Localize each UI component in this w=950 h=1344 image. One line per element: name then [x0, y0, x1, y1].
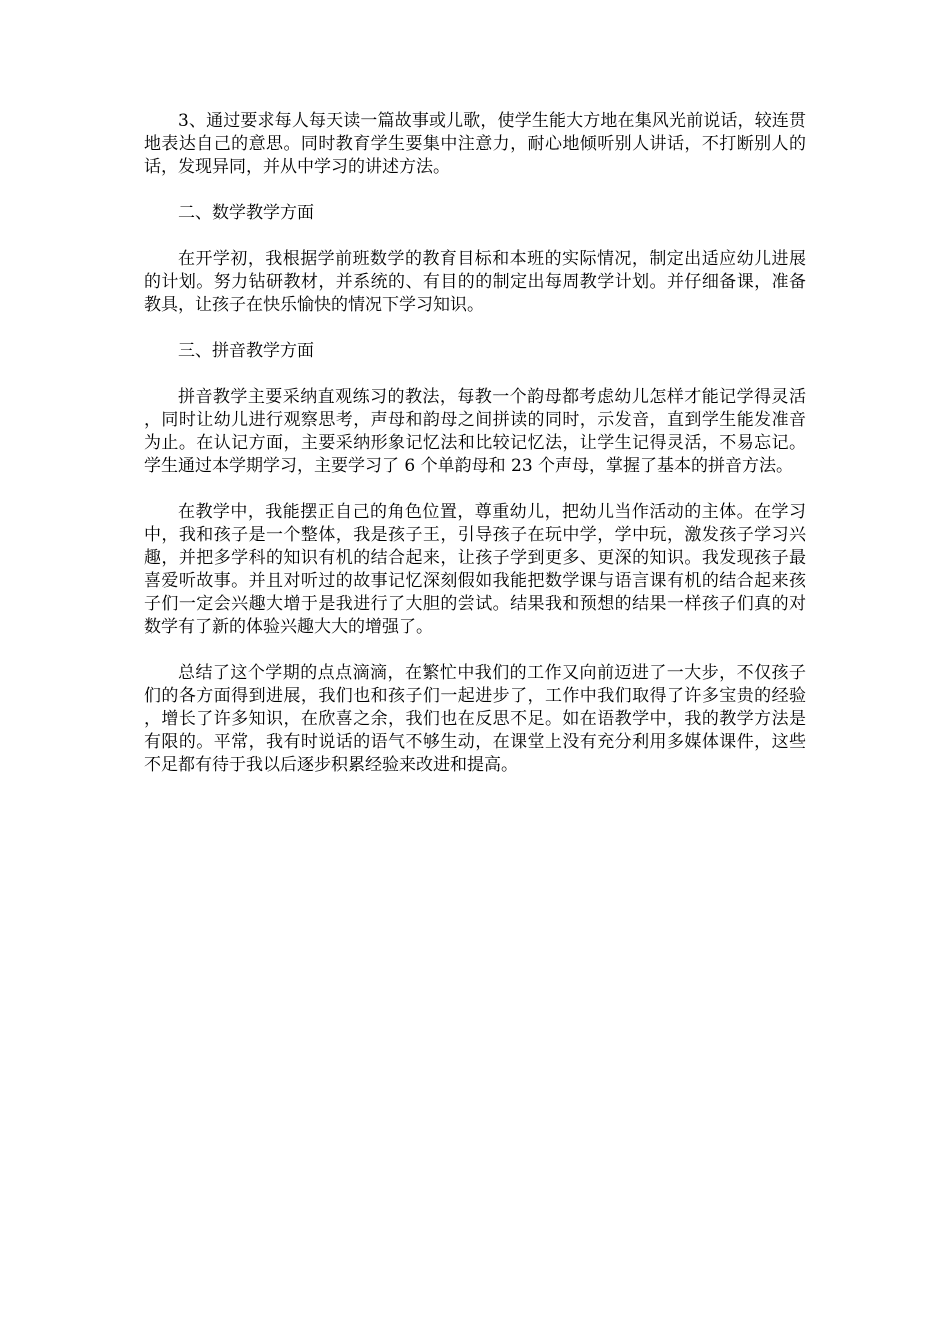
paragraph-reading-practice: 3、通过要求每人每天读一篇故事或儿歌，使学生能大方地在集风光前说话，较连贯地表达自己的意思。同时教育学生要集中注意力，耐心地倾听别人讲话，不打断别人的话，发现异同，并从中学习的讲述方法。 [144, 111, 806, 177]
paragraph-math-teaching: 在开学初，我根据学前班数学的教育目标和本班的实际情况，制定出适应幼儿进展的计划。努力钻研教材，并系统的、有目的的制定出每周教学计划。并仔细备课，准备教具，让孩子在快乐愉快的情况下学习知识。 [144, 249, 806, 315]
paragraph-pinyin-teaching: 拼音教学主要采纳直观练习的教法，每教一个韵母都考虑幼儿怎样才能记学得灵活，同时让幼儿进行观察思考，声母和韵母之间拼读的同时，示发音，直到学生能发准音为止。在认记方面，主要采纳形象记忆法和比较记忆法，让学生记得灵活，不易忘记。学生通过本学期学习，主要学习了 6 个单韵母和 23 个声母，掌握了基本的拼音方法。 [144, 387, 806, 476]
section-heading-pinyin: 三、拼音教学方面 [178, 341, 314, 361]
document-body [144, 110, 806, 800]
paragraph-teaching-role: 在教学中，我能摆正自己的角色位置，尊重幼儿，把幼儿当作活动的主体。在学习中，我和孩子是一个整体，我是孩子王，引导孩子在玩中学，学中玩，激发孩子学习兴趣，并把多学科的知识有机的结合起来，让孩子学到更多、更深的知识。我发现孩子最喜爱听故事。并且对听过的故事记忆深刻假如我能把数学课与语言课有机的结合起来孩子们一定会兴趣大增于是我进行了大胆的尝试。结果我和预想的结果一样孩子们真的对数学有了新的体验兴趣大大的增强了。 [144, 502, 806, 637]
section-heading-math: 二、数学教学方面 [178, 203, 314, 223]
paragraph-summary: 总结了这个学期的点点滴滴，在繁忙中我们的工作又向前迈进了一大步，不仅孩子们的各方面得到进展，我们也和孩子们一起进步了，工作中我们取得了许多宝贵的经验，增长了许多知识，在欣喜之余，我们也在反思不足。如在语教学中，我的教学方法是有限的。平常，我有时说话的语气不够生动，在课堂上没有充分利用多媒体课件，这些不足都有待于我以后逐步积累经验来改进和提高。 [144, 663, 806, 775]
